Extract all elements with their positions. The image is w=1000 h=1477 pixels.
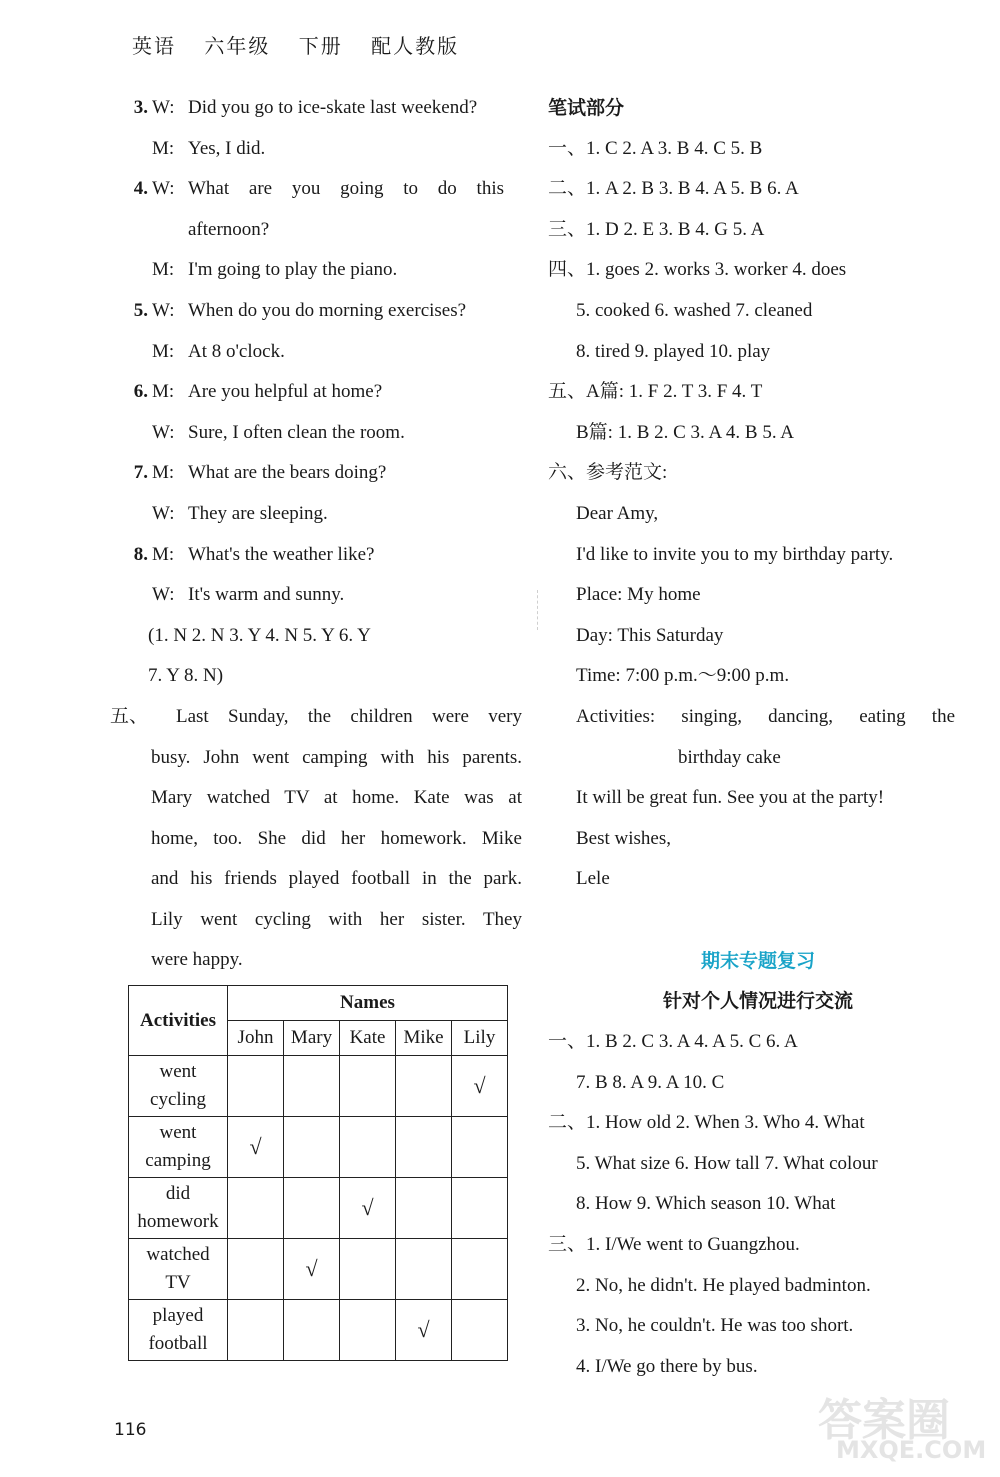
passage-line: Mary watched TV at home. Kate was at [151, 787, 522, 809]
dialogue-text: What's the weather like? [188, 543, 375, 565]
header-volume: 下册 [298, 34, 343, 58]
activity-line: did [165, 1183, 191, 1204]
activity-cell [129, 1056, 228, 1117]
activity-line: watched [146, 1244, 210, 1265]
speaker-label: M: [152, 381, 175, 403]
dialogue-text: Are you helpful at home? [188, 381, 383, 403]
answer-row: B篇: 1. B 2. C 3. A 4. B 5. A [576, 421, 795, 443]
check-cell [284, 1178, 340, 1239]
check-cell [228, 1056, 284, 1117]
passage-line: and his friends played football in the park. [151, 868, 522, 890]
activities-table [128, 985, 508, 1361]
dialogue-text: Yes, I did. [188, 137, 266, 159]
dialogue-list [110, 88, 530, 616]
table-row [129, 1056, 508, 1117]
review-subtitle: 针对个人情况进行交流 [662, 990, 853, 1013]
check-cell: √ [340, 1178, 396, 1239]
essay-line: Time: 7:00 p.m.～9:00 p.m. [576, 665, 790, 687]
left-column [110, 88, 530, 981]
names-header: Names [228, 986, 508, 1021]
dialogue-text: I'm going to play the piano. [188, 259, 398, 281]
answer-line-2: 7. Y 8. N) [148, 665, 224, 687]
table-body [129, 1056, 508, 1361]
speaker-label: M: [152, 462, 175, 484]
essay-line: I'd like to invite you to my birthday party. [576, 543, 894, 565]
activity-cell [129, 1117, 228, 1178]
dialogue-line [110, 494, 530, 535]
activities-header: Activities [129, 986, 228, 1056]
dialogue-line [110, 291, 530, 332]
item-number: 3. [133, 97, 148, 118]
speaker-label: M: [152, 340, 175, 362]
speaker-label: W: [152, 584, 175, 606]
dialogue-text: What are the bears doing? [188, 462, 387, 484]
column-divider [537, 590, 538, 630]
essay-line: birthday cake [678, 746, 781, 768]
speaker-label: M: [152, 259, 175, 281]
dialogue-line [110, 88, 530, 129]
speaker-label: M: [152, 137, 175, 159]
activity-line: homework [137, 1211, 219, 1232]
table-row [129, 1300, 508, 1361]
right-column [548, 88, 968, 1387]
passage-line: were happy. [151, 949, 243, 971]
dialogue-line [110, 413, 530, 454]
passage-line: busy. John went camping with his parents. [151, 746, 522, 768]
check-cell [228, 1300, 284, 1361]
header-subject: 英语 [132, 34, 176, 58]
answer-row: 一、1. C 2. A 3. B 4. C 5. B [548, 137, 763, 159]
dialogue-text: At 8 o'clock. [188, 340, 285, 362]
name-header-cell: Lily [452, 1021, 508, 1056]
answer-row: 三、1. D 2. E 3. B 4. G 5. A [548, 218, 765, 240]
passage-line: Lily went cycling with her sister. They [151, 908, 522, 930]
check-cell [452, 1117, 508, 1178]
table-row [129, 1239, 508, 1300]
check-cell [284, 1056, 340, 1117]
activity-cell [129, 1178, 228, 1239]
answer-row: 五、A篇: 1. F 2. T 3. F 4. T [548, 381, 763, 403]
table-row [129, 1117, 508, 1178]
watermark-url: MXQE.COM [836, 1436, 987, 1464]
speaker-label: M: [152, 543, 175, 565]
spacer [548, 900, 968, 941]
item-number: 4. [133, 178, 148, 200]
check-cell [284, 1300, 340, 1361]
item-number: 7. [133, 462, 148, 484]
check-cell: √ [452, 1056, 508, 1117]
header-edition: 配人教版 [371, 34, 460, 58]
check-cell [396, 1056, 452, 1117]
check-cell [284, 1117, 340, 1178]
dialogue-text: afternoon? [188, 218, 270, 240]
dialogue-line [110, 535, 530, 576]
review-row: 3. No, he couldn't. He was too short. [576, 1315, 854, 1337]
essay-line: Place: My home [576, 584, 701, 606]
activity-cell [129, 1300, 228, 1361]
item-number: 6. [133, 381, 148, 403]
dialogue-line [110, 575, 530, 616]
check-cell [452, 1178, 508, 1239]
activity-line: camping [145, 1150, 211, 1171]
answer-line-1: (1. N 2. N 3. Y 4. N 5. Y 6. Y [148, 624, 371, 646]
dialogue-text: It's warm and sunny. [188, 584, 345, 606]
review-row: 5. What size 6. How tall 7. What colour [576, 1152, 878, 1174]
check-cell [228, 1239, 284, 1300]
name-header-cell: Mike [396, 1021, 452, 1056]
speaker-label: W: [152, 502, 175, 524]
name-header-cell: John [228, 1021, 284, 1056]
check-cell [340, 1117, 396, 1178]
essay-line: Lele [576, 868, 610, 890]
item-number: 5. [133, 299, 148, 321]
activity-line: football [148, 1333, 208, 1354]
essay-line: Activities: singing, dancing, eating the [576, 705, 955, 727]
dialogue-line [110, 372, 530, 413]
activity-line: TV [165, 1272, 191, 1293]
dialogue-line [110, 169, 530, 210]
review-row: 二、1. How old 2. When 3. Who 4. What [548, 1112, 865, 1134]
review-row: 4. I/We go there by bus. [576, 1355, 758, 1377]
passage-line: Last Sunday, the children were very [176, 705, 522, 727]
speaker-label: W: [152, 178, 175, 200]
dialogue-line [110, 453, 530, 494]
dialogue-line [110, 332, 530, 373]
review-row: 三、1. I/We went to Guangzhou. [548, 1234, 800, 1256]
activity-line: cycling [150, 1089, 206, 1110]
answer-row: 二、1. A 2. B 3. B 4. A 5. B 6. A [548, 178, 799, 200]
page-number: 116 [114, 1420, 147, 1440]
check-cell [340, 1239, 396, 1300]
dialogue-text: When do you do morning exercises? [188, 299, 467, 321]
check-cell: √ [396, 1300, 452, 1361]
written-section-title: 笔试部分 [548, 97, 625, 119]
check-cell [340, 1300, 396, 1361]
essay-line: Dear Amy, [576, 502, 659, 524]
name-header-cell: Kate [340, 1021, 396, 1056]
check-cell [396, 1117, 452, 1178]
check-cell [452, 1300, 508, 1361]
dialogue-text: Sure, I often clean the room. [188, 421, 405, 443]
check-cell [228, 1178, 284, 1239]
page-header [132, 30, 479, 59]
check-cell [396, 1239, 452, 1300]
passage-first-line [110, 697, 530, 738]
answer-row: 8. tired 9. played 10. play [576, 340, 771, 362]
check-cell [452, 1239, 508, 1300]
header-grade: 六年级 [204, 34, 271, 58]
review-row: 7. B 8. A 9. A 10. C [576, 1071, 725, 1093]
review-row: 一、1. B 2. C 3. A 4. A 5. C 6. A [548, 1031, 798, 1053]
name-header-cell: Mary [284, 1021, 340, 1056]
speaker-label: W: [152, 97, 175, 118]
dialogue-text: Did you go to ice-skate last weekend? [188, 97, 478, 118]
item-number: 8. [133, 543, 148, 565]
dialogue-line [110, 250, 530, 291]
dialogue-text: What are you going to do this [188, 178, 504, 200]
speaker-label: W: [152, 299, 175, 321]
check-cell: √ [228, 1117, 284, 1178]
dialogue-text: They are sleeping. [188, 502, 328, 524]
activity-line: went [159, 1061, 197, 1082]
answer-row: 5. cooked 6. washed 7. cleaned [576, 299, 813, 321]
check-cell: √ [284, 1239, 340, 1300]
answer-row: 四、1. goes 2. works 3. worker 4. does [548, 259, 847, 281]
activity-line: went [159, 1122, 197, 1143]
watermark-logo: 答案圈 [818, 1395, 950, 1446]
speaker-label: W: [152, 421, 175, 443]
check-cell [340, 1056, 396, 1117]
passage-line: home, too. She did her homework. Mike [151, 827, 522, 849]
review-row: 2. No, he didn't. He played badminton. [576, 1274, 871, 1296]
essay-line: Best wishes, [576, 827, 671, 849]
dialogue-line [110, 129, 530, 170]
activity-line: played [152, 1305, 204, 1326]
review-row: 8. How 9. Which season 10. What [576, 1193, 836, 1215]
essay-line: It will be great fun. See you at the party! [576, 787, 885, 809]
dialogue-line [110, 210, 530, 251]
review-title: 期末专题复习 [700, 949, 815, 972]
table-row [129, 1178, 508, 1239]
essay-line: Day: This Saturday [576, 624, 724, 646]
check-cell [396, 1178, 452, 1239]
essay-label: 六、参考范文: [548, 462, 668, 484]
section-5-label: 五、 [110, 705, 149, 727]
activity-cell [129, 1239, 228, 1300]
